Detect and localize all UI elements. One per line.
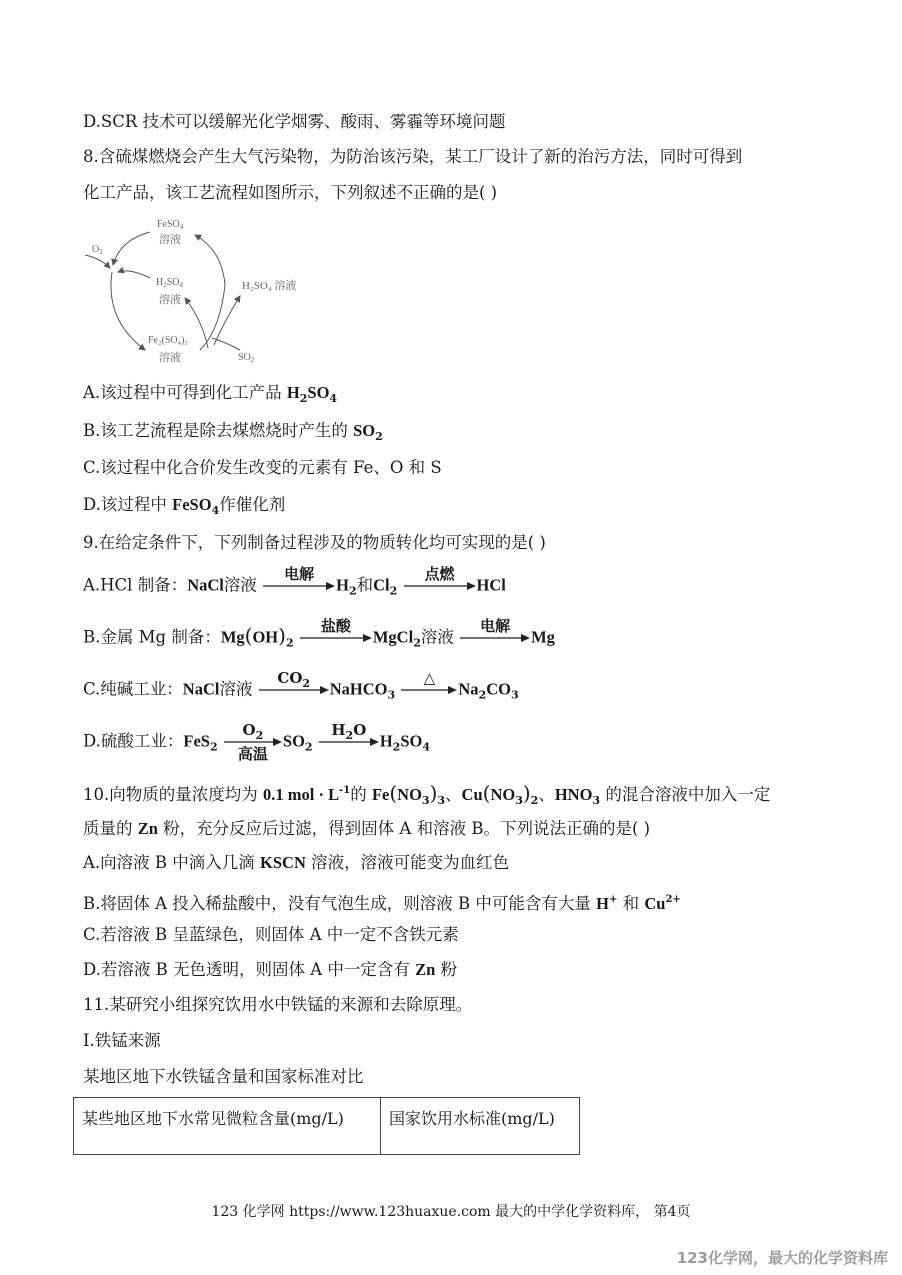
table-header-cell: 国家饮用水标准(mg/L) — [381, 1098, 580, 1155]
q9-option-b: B.金属 Mg 制备：$Mg(OH)_2$ 盐酸 MgCl$_2$溶液 电解 Mg — [83, 618, 555, 658]
h2so4-to-left-arrow — [118, 271, 150, 278]
q9-option-c: C.纯碱工业：NaCl溶液 $CO_2$ NaHCO$_3$ △ $Na_2CO_3$ — [83, 670, 519, 710]
o2-label: $O_2$ — [92, 244, 103, 256]
so2-label: $SO_2$ — [238, 352, 255, 364]
q10-option-c: C.若溶液 B 呈蓝绿色，则固体 A 中一定不含铁元素 — [83, 925, 459, 944]
q8-option-a: A.该过程中可得到化工产品 $H_2SO_4$ — [83, 383, 338, 405]
watermark: 123化学网，最大的化学资料库 — [676, 1249, 888, 1267]
h2so4-inner-label: $H_2SO_4$ — [156, 277, 184, 289]
reaction-arrow: $O_2$ 高温 — [224, 722, 282, 762]
q11-stem: 11.某研究小组探究饮用水中铁锰的来源和去除原理。 — [83, 995, 473, 1014]
fe2so43-solution-label: 溶液 — [159, 352, 181, 364]
left-to-fe2so43-arrow — [111, 272, 145, 350]
q8-stem-line2: 化工产品，该工艺流程如图所示，下列叙述不正确的是( ) — [83, 183, 498, 202]
reaction-arrow: $CO_2$ — [259, 670, 329, 710]
q11-section-title: I.铁锰来源 — [83, 1031, 161, 1050]
q10-stem-line1: 10.向物质的量浓度均为 0.1 mol · $L^{-1}$的 $Fe(NO_3)_3$、$Cu(NO_3)_2$、$HNO_3$ 的混合溶液中加入一定 — [83, 781, 771, 807]
q9-option-a: A.HCl 制备：NaCl溶液 电解 $H_2$和$Cl_2$ 点燃 HCl — [83, 566, 506, 606]
fe2so43-label: Fe₂(SO₄)₃ — [148, 335, 188, 346]
reaction-arrow: 电解 — [460, 618, 530, 658]
reaction-arrow: 点燃 — [404, 566, 476, 606]
q10-option-d: D.若溶液 B 无色透明，则固体 A 中一定含有 Zn 粉 — [83, 960, 458, 979]
q8-option-d: D.该过程中 FeSO$_4$作催化剂 — [83, 495, 286, 517]
feso4-to-left-arrow — [113, 232, 150, 265]
q10-option-a: A.向溶液 B 中滴入几滴 KSCN 溶液，溶液可能变为血红色 — [83, 853, 510, 872]
reaction-arrow: $H_2O$ — [319, 722, 379, 762]
feso4-label: FeSO$_4$ — [157, 219, 184, 231]
o2-input-arrow — [85, 255, 110, 268]
q10-option-b: B.将固体 A 投入稀盐酸中，没有气泡生成，则溶液 B 中可能含有大量 H+ 和 $Cu^{2+}$ — [83, 894, 681, 913]
q8-option-c: C.该过程中化合价发生改变的元素有 Fe、O 和 S — [83, 458, 442, 477]
reaction-arrow: 电解 — [263, 566, 335, 606]
h2so4-output-label: H₂SO₄ 溶液 — [242, 280, 297, 292]
q7-option-d: D.SCR 技术可以缓解光化学烟雾、酸雨、雾霾等环境问题 — [83, 112, 506, 131]
q8-option-b: B.该工艺流程是除去煤燃烧时产生的 $SO_2$ — [83, 421, 383, 443]
q8-stem-line1: 8.含硫煤燃烧会产生大气污染物，为防治该污染，某工厂设计了新的治污方法，同时可得到 — [83, 147, 743, 166]
fe2so43-to-feso4-arrow — [195, 235, 225, 350]
reaction-arrow: 盐酸 — [300, 618, 372, 658]
h2so4-inner-solution-label: 溶液 — [159, 294, 181, 306]
table-header-cell: 某些地区地下水常见微粒含量(mg/L) — [74, 1098, 381, 1155]
q11-comparison-table — [73, 1097, 580, 1155]
q10-stem-line2: 质量的 Zn 粉，充分反应后过滤，得到固体 A 和溶液 B。下列说法正确的是( ) — [83, 819, 651, 838]
q9-stem: 9.在给定条件下，下列制备过程涉及的物质转化均可实现的是( ) — [83, 533, 546, 552]
so2-input-line — [212, 338, 240, 350]
q9-option-d: D.硫酸工业：FeS$_2$ $O_2$ 高温 $SO_2$ $H_2O$ $H_2SO_4$ — [83, 721, 430, 763]
to-h2so4-inner-arrow — [185, 298, 208, 348]
page-footer: 123 化学网 https://www.123huaxue.com 最大的中学化学资料库， 第4页 — [211, 1204, 691, 1220]
q8-process-diagram — [80, 210, 320, 370]
q11-subtitle: 某地区地下水铁锰含量和国家标准对比 — [83, 1067, 364, 1086]
table-row — [74, 1098, 580, 1155]
feso4-solution-label: 溶液 — [159, 234, 181, 246]
reaction-arrow: △ — [401, 670, 457, 710]
